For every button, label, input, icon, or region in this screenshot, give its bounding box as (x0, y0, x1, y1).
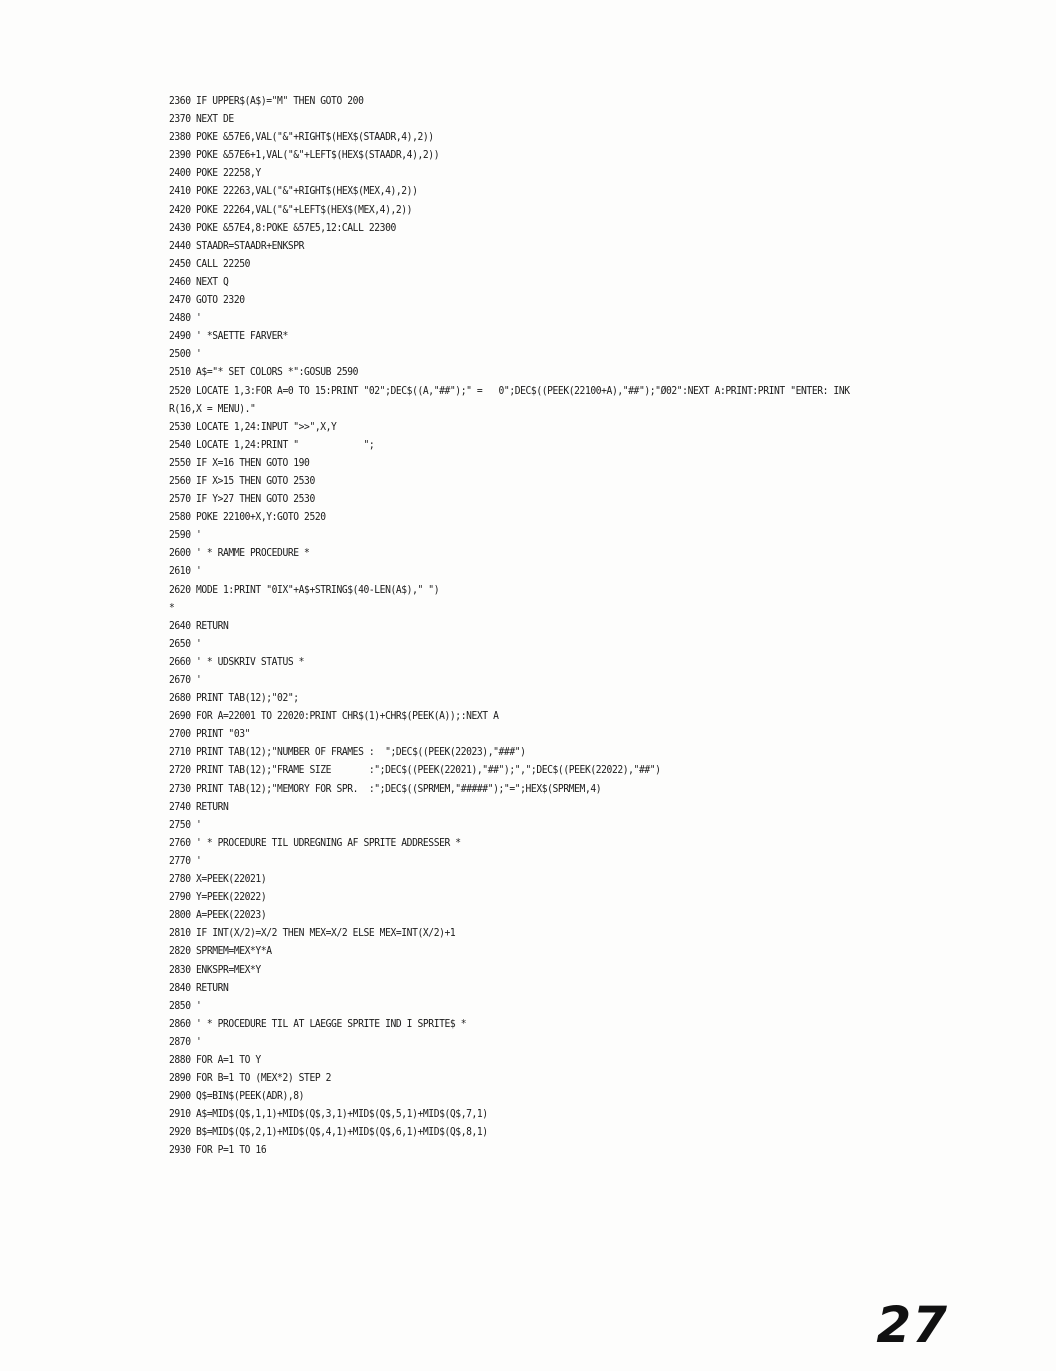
code-line: 2500 ' (169, 348, 202, 361)
code-line: 2540 LOCATE 1,24:PRINT " "; (169, 438, 375, 451)
code-line: 2880 FOR A=1 TO Y (169, 1053, 261, 1066)
code-line: * (169, 601, 175, 614)
code-line: 2390 POKE &57E6+1,VAL("&"+LEFT$(HEX$(STAADR,4),2)) (169, 149, 440, 162)
code-line: 2560 IF X>15 THEN GOTO 2530 (169, 474, 315, 487)
code-line: 2430 POKE &57E4,8:POKE &57E5,12:CALL 22300 (169, 221, 396, 234)
code-line: 2580 POKE 22100+X,Y:GOTO 2520 (169, 511, 326, 524)
code-line: 2900 Q$=BIN$(PEEK(ADR),8) (169, 1090, 305, 1103)
code-line: 2920 B$=MID$(Q$,2,1)+MID$(Q$,4,1)+MID$(Q$,6,1)+MID$(Q$,8,1) (169, 1126, 488, 1139)
code-line: 2530 LOCATE 1,24:INPUT ">>",X,Y (169, 420, 337, 433)
code-line: 2830 ENKSPR=MEX*Y (169, 963, 261, 976)
code-line: 2800 A=PEEK(22023) (169, 909, 267, 922)
code-line: 2760 ' * PROCEDURE TIL UDREGNING AF SPRITE ADDRESSER * (169, 836, 461, 849)
code-line: 2740 RETURN (169, 800, 229, 813)
code-line: 2590 ' (169, 529, 202, 542)
code-line: 2870 ' (169, 1035, 202, 1048)
code-line: 2610 ' (169, 565, 202, 578)
code-line: 2470 GOTO 2320 (169, 294, 245, 307)
code-line: 2370 NEXT DE (169, 113, 234, 126)
code-line: 2410 POKE 22263,VAL("&"+RIGHT$(HEX$(MEX,4),2)) (169, 185, 418, 198)
code-line: 2750 ' (169, 818, 202, 831)
code-line: 2450 CALL 22250 (169, 257, 251, 270)
code-line: 2810 IF INT(X/2)=X/2 THEN MEX=X/2 ELSE MEX=INT(X/2)+1 (169, 927, 456, 940)
code-line: 2600 ' * RAMME PROCEDURE * (169, 547, 310, 560)
code-line: 2660 ' * UDSKRIV STATUS * (169, 655, 305, 668)
code-line: 2440 STAADR=STAADR+ENKSPR (169, 239, 305, 252)
code-line: 2620 MODE 1:PRINT "0IX"+A$+STRING$(40-LEN(A$)," ") (169, 583, 440, 596)
code-line: 2770 ' (169, 854, 202, 867)
page-number: 27 (876, 1296, 948, 1354)
code-line: 2840 RETURN (169, 981, 229, 994)
code-line: 2910 A$=MID$(Q$,1,1)+MID$(Q$,3,1)+MID$(Q$,5,1)+MID$(Q$,7,1) (169, 1108, 488, 1121)
code-line: 2700 PRINT "03" (169, 728, 251, 741)
code-line: 2710 PRINT TAB(12);"NUMBER OF FRAMES : ";DEC$((PEEK(22023),"###") (169, 746, 526, 759)
code-line: 2520 LOCATE 1,3:FOR A=0 TO 15:PRINT "02";DEC$((A,"##");" = 0";DEC$((PEEK(22100+A),"##");"Ø02":NEXT A:PRINT:PRINT "ENTER: INK (169, 384, 850, 397)
code-line: 2400 POKE 22258,Y (169, 167, 261, 180)
code-line: 2930 FOR P=1 TO 16 (169, 1144, 267, 1157)
code-line: 2790 Y=PEEK(22022) (169, 891, 267, 904)
code-line: 2690 FOR A=22001 TO 22020:PRINT CHR$(1)+CHR$(PEEK(A));:NEXT A (169, 710, 499, 723)
code-line: 2890 FOR B=1 TO (MEX*2) STEP 2 (169, 1072, 332, 1085)
code-line: 2490 ' *SAETTE FARVER* (169, 330, 288, 343)
code-line: 2380 POKE &57E6,VAL("&"+RIGHT$(HEX$(STAADR,4),2)) (169, 131, 434, 144)
code-line: 2360 IF UPPER$(A$)="M" THEN GOTO 200 (169, 95, 364, 107)
code-line: 2460 NEXT Q (169, 275, 229, 288)
code-line: 2510 A$="* SET COLORS *":GOSUB 2590 (169, 366, 359, 379)
code-line: 2420 POKE 22264,VAL("&"+LEFT$(HEX$(MEX,4),2)) (169, 203, 413, 216)
code-line: 2820 SPRMEM=MEX*Y*A (169, 945, 272, 958)
code-line: 2730 PRINT TAB(12);"MEMORY FOR SPR. :";DEC$((SPRMEM,"#####");"=";HEX$(SPRMEM,4) (169, 782, 602, 795)
code-line: 2720 PRINT TAB(12);"FRAME SIZE :";DEC$((PEEK(22021),"##");",";DEC$((PEEK(22022),"##") (169, 764, 661, 777)
code-line: 2670 ' (169, 674, 202, 686)
code-line: 2780 X=PEEK(22021) (169, 873, 267, 886)
code-line: R(16,X = MENU)." (169, 402, 256, 415)
code-line: 2680 PRINT TAB(12);"02"; (169, 692, 299, 705)
code-line: 2570 IF Y>27 THEN GOTO 2530 (169, 493, 315, 506)
code-line: 2550 IF X=16 THEN GOTO 190 (169, 456, 310, 469)
code-line: 2650 ' (169, 637, 202, 650)
code-line: 2860 ' * PROCEDURE TIL AT LAEGGE SPRITE IND I SPRITE$ * (169, 1017, 467, 1030)
code-line: 2640 RETURN (169, 619, 229, 632)
code-line: 2480 ' (169, 312, 202, 325)
code-line: 2850 ' (169, 999, 202, 1012)
basic-program-listing (169, 92, 923, 1160)
